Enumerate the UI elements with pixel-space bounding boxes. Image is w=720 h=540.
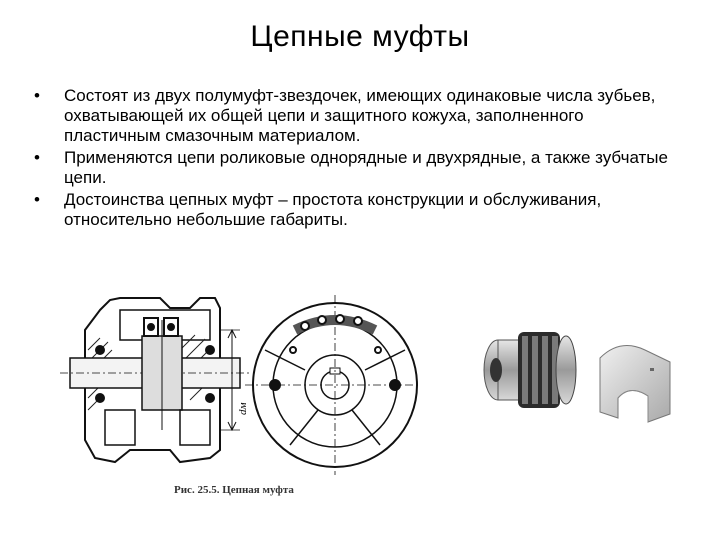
dimension-label: dм [237, 402, 249, 415]
bullet-item [34, 148, 674, 188]
bullet-marker: • [34, 86, 40, 105]
bullet-list [34, 86, 674, 232]
bullet-item [34, 86, 674, 146]
bullet-text: Достоинства цепных муфт – простота конструкции и обслуживания, относительно небольшие габариты. [64, 190, 602, 229]
coupling-photo [470, 318, 680, 428]
bullet-text: Состоят из двух полумуфт-звездочек, имеющих одинаковые числа зубьев, охватывающей их общей цепи и защитного кожуха, заполненного пластичным смазочным материалом. [64, 86, 656, 145]
bullet-item [34, 190, 674, 230]
coupling-technical-drawing [60, 290, 420, 480]
figure-caption: Рис. 25.5. Цепная муфта [174, 484, 294, 496]
section-view [60, 298, 250, 462]
end-view [245, 295, 420, 475]
bullet-marker: • [34, 148, 40, 167]
bullet-text: Применяются цепи роликовые однорядные и двухрядные, а также зубчатые цепи. [64, 148, 668, 187]
bullet-marker: • [34, 190, 40, 209]
slide-title: Цепные муфты [250, 20, 470, 53]
